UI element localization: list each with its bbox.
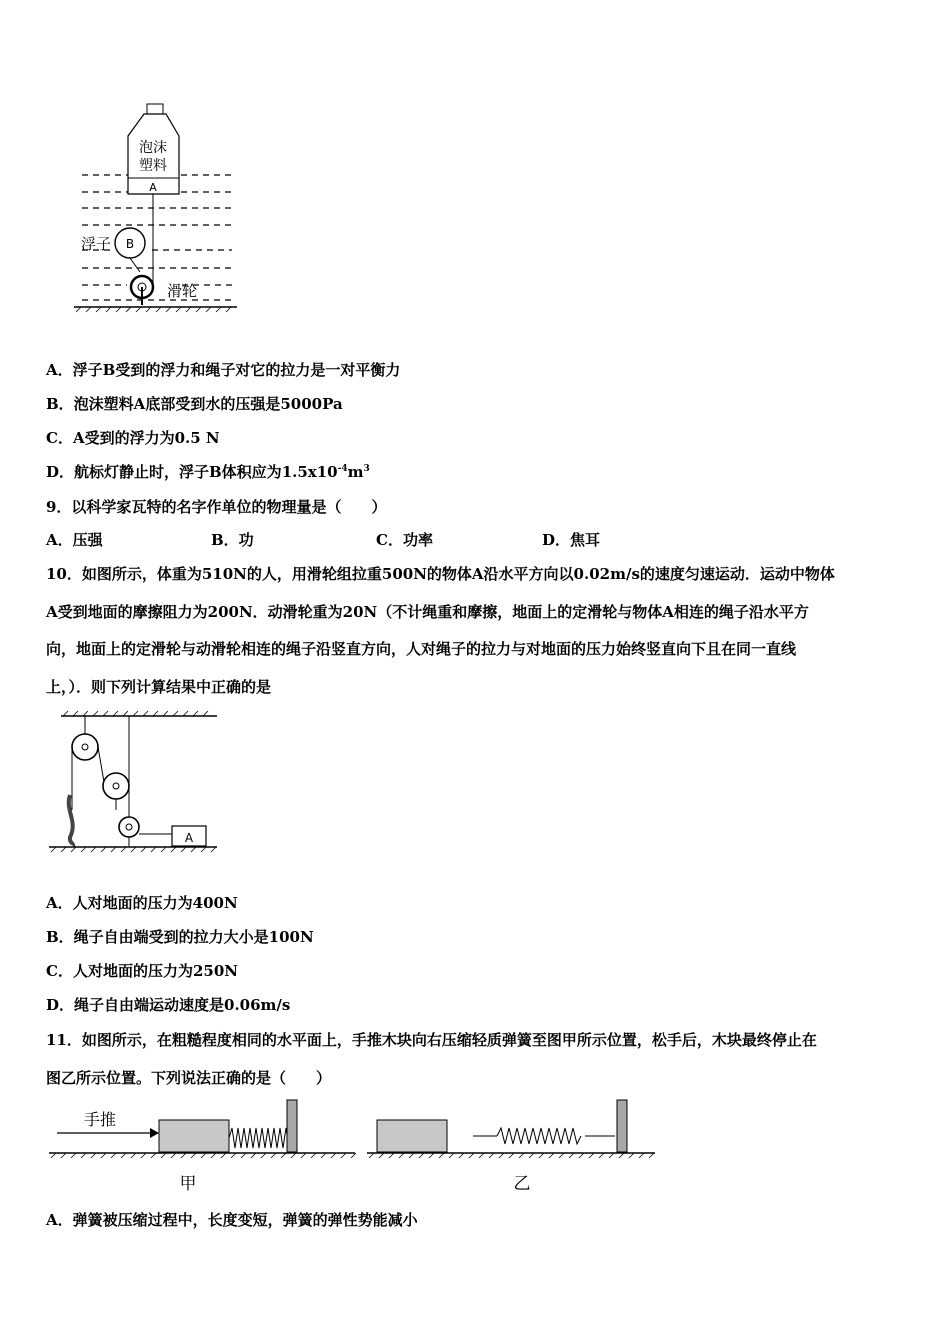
pulley-label: 滑轮 (166, 282, 198, 300)
q9-option-b[interactable]: B．功 (211, 531, 254, 549)
q8-option-d-exponent: -4 (337, 464, 348, 474)
pulley-block-label: A (184, 831, 194, 845)
q10-option-d[interactable]: D．绳子自由端运动速度是0.06m/s (46, 996, 291, 1014)
q11-option-a[interactable]: A．弹簧被压缩过程中，长度变短，弹簧的弹性势能减小 (46, 1211, 418, 1229)
pulley-system-figure (47, 710, 222, 860)
float-letter: B (125, 237, 135, 251)
push-label: 手推 (83, 1110, 117, 1129)
q11-stem-line-1: 11．如图所示，在粗糙程度相同的水平面上，手推木块向右压缩轻质弹簧至图甲所示位置，松手后，木块最终停止在 (46, 1031, 817, 1049)
fig-label-jia: 甲 (179, 1174, 197, 1194)
q10-stem-line-2: A受到地面的摩擦阻力为200N．动滑轮重为20N（不计绳重和摩擦，地面上的定滑轮与物体A相连的绳子沿水平方 (46, 603, 809, 621)
q10-option-a[interactable]: A．人对地面的压力为400N (46, 894, 238, 912)
q10-stem-line-1: 10．如图所示，体重为510N的人，用滑轮组拉重500N的物体A沿水平方向以0.02m/s的速度匀速运动．运动中物体 (46, 565, 835, 583)
block-a-label: A (149, 181, 157, 194)
q8-option-d-text: D．航标灯静止时，浮子B体积应为1.5x10 (46, 463, 338, 481)
q8-option-d[interactable] (46, 462, 370, 482)
float-label: 浮子 (80, 235, 112, 253)
fig-label-yi: 乙 (513, 1174, 531, 1194)
q8-option-b[interactable]: B．泡沫塑料A底部受到水的压强是5000Pa (46, 395, 343, 413)
q8-option-c[interactable]: C．A受到的浮力为0.5 N (46, 429, 220, 447)
q8-option-d-unit-exponent: 3 (363, 464, 370, 474)
q10-option-b[interactable]: B．绳子自由端受到的拉力大小是100N (46, 928, 314, 946)
q9-stem: 9．以科学家瓦特的名字作单位的物理量是（ ） (46, 498, 387, 516)
q9-option-a[interactable]: A．压强 (46, 531, 103, 549)
q8-option-a[interactable]: A．浮子B受到的浮力和绳子对它的拉力是一对平衡力 (46, 361, 401, 379)
q10-stem-line-4: 上，）．则下列计算结果中正确的是 (46, 678, 272, 696)
spring-figure (45, 1098, 665, 1198)
q8-option-d-unit: m (347, 463, 364, 481)
bottle-label-bottom: 塑料 (139, 158, 167, 174)
bottle-label-top: 泡沫 (139, 140, 167, 156)
buoy-figure (72, 100, 242, 315)
q9-option-c[interactable]: C．功率 (376, 531, 433, 549)
q10-option-c[interactable]: C．人对地面的压力为250N (46, 962, 238, 980)
q11-stem-line-2: 图乙所示位置。下列说法正确的是（ ） (46, 1069, 332, 1087)
q10-stem-line-3: 向，地面上的定滑轮与动滑轮相连的绳子沿竖直方向，人对绳子的拉力与对地面的压力始终竖直向下且在同一直线 (46, 640, 797, 658)
q9-option-d[interactable]: D．焦耳 (542, 531, 601, 549)
